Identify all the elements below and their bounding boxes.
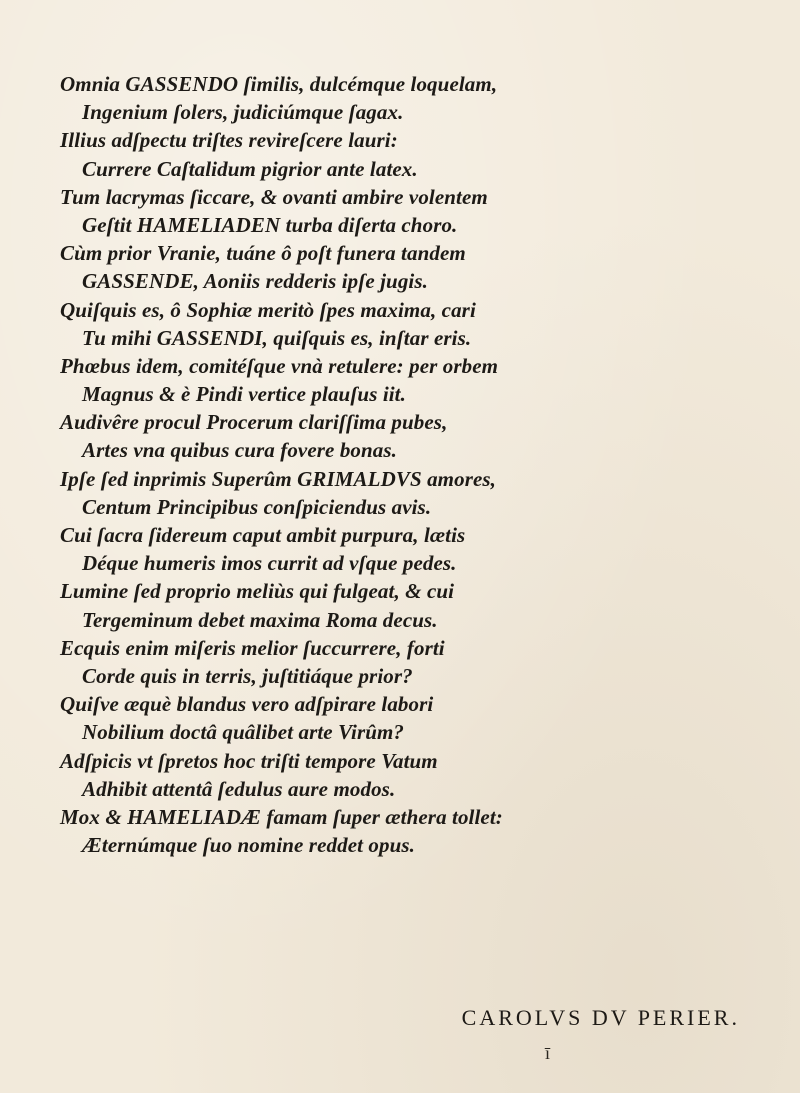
author-signature: CAROLVS DV PERIER.	[461, 1005, 740, 1030]
poem-line-26: Adhibit attentâ ſedulus aure modos.	[82, 776, 396, 801]
poem-line-6: Geſtit HAMELIADEN turba diſerta choro.	[82, 212, 458, 237]
poem-line-22: Corde quis in terris, juſtitiáque prior?	[82, 663, 413, 688]
signature-mark: ī	[545, 1043, 551, 1063]
poem-line-15: Ipſe ſed inprimis Superûm GRIMALDVS amores,	[60, 466, 497, 491]
poem-line-23: Quiſve æquè blandus vero adſpirare labori	[60, 692, 434, 717]
poem-line-17: Cui ſacra ſidereum caput ambit purpura, lætis	[60, 523, 466, 547]
poem-line-19: Lumine ſed proprio meliùs qui fulgeat, & cui	[60, 579, 455, 604]
poem-line-5: Tum lacrymas ſiccare, & ovanti ambire volentem	[60, 184, 488, 209]
poem-line-13: Audivêre procul Procerum clariſſima pubes,	[60, 410, 448, 435]
poem-line-27: Mox & HAMELIADÆ famam ſuper æthera tollet:	[60, 804, 503, 829]
latin-poem	[60, 70, 780, 859]
poem-line-8: GASSENDE, Aoniis redderis ipſe jugis.	[82, 269, 428, 294]
poem-line-21: Ecquis enim miſeris melior ſuccurrere, forti	[60, 635, 445, 660]
poem-line-28: Æternúmque ſuo nomine reddet opus.	[82, 833, 416, 858]
poem-line-2: Ingenium ſolers, judiciúmque ſagax.	[82, 100, 404, 125]
poem-line-4: Currere Caſtalidum pigrior ante latex.	[82, 156, 418, 181]
poem-line-16: Centum Principibus conſpiciendus avis.	[82, 494, 432, 519]
poem-line-20: Tergeminum debet maxima Roma decus.	[82, 607, 438, 632]
poem-line-12: Magnus & è Pindi vertice plauſus iit.	[82, 382, 406, 407]
poem-line-3: Illius adſpectu triſtes revireſcere lauri:	[60, 128, 398, 153]
poem-line-1: Omnia GASSENDO ſimilis, dulcémque loquelam,	[60, 72, 498, 96]
poem-line-18: Déque humeris imos currit ad vſque pedes.	[82, 551, 457, 576]
poem-line-14: Artes vna quibus cura fovere bonas.	[82, 438, 398, 463]
poem-line-7: Cùm prior Vranie, tuáne ô poſt funera tandem	[60, 241, 466, 266]
poem-line-10: Tu mihi GASSENDI, quiſquis es, inſtar eris.	[82, 325, 472, 350]
poem-line-9: Quiſquis es, ô Sophiæ meritò ſpes maxima, cari	[60, 297, 476, 322]
poem-line-25: Adſpicis vt ſpretos hoc triſti tempore Vatum	[60, 748, 438, 773]
poem-line-24: Nobilium doctâ quâlibet arte Virûm?	[82, 720, 405, 745]
poem-line-11: Phœbus idem, comitéſque vnà retulere: per orbem	[60, 353, 499, 378]
